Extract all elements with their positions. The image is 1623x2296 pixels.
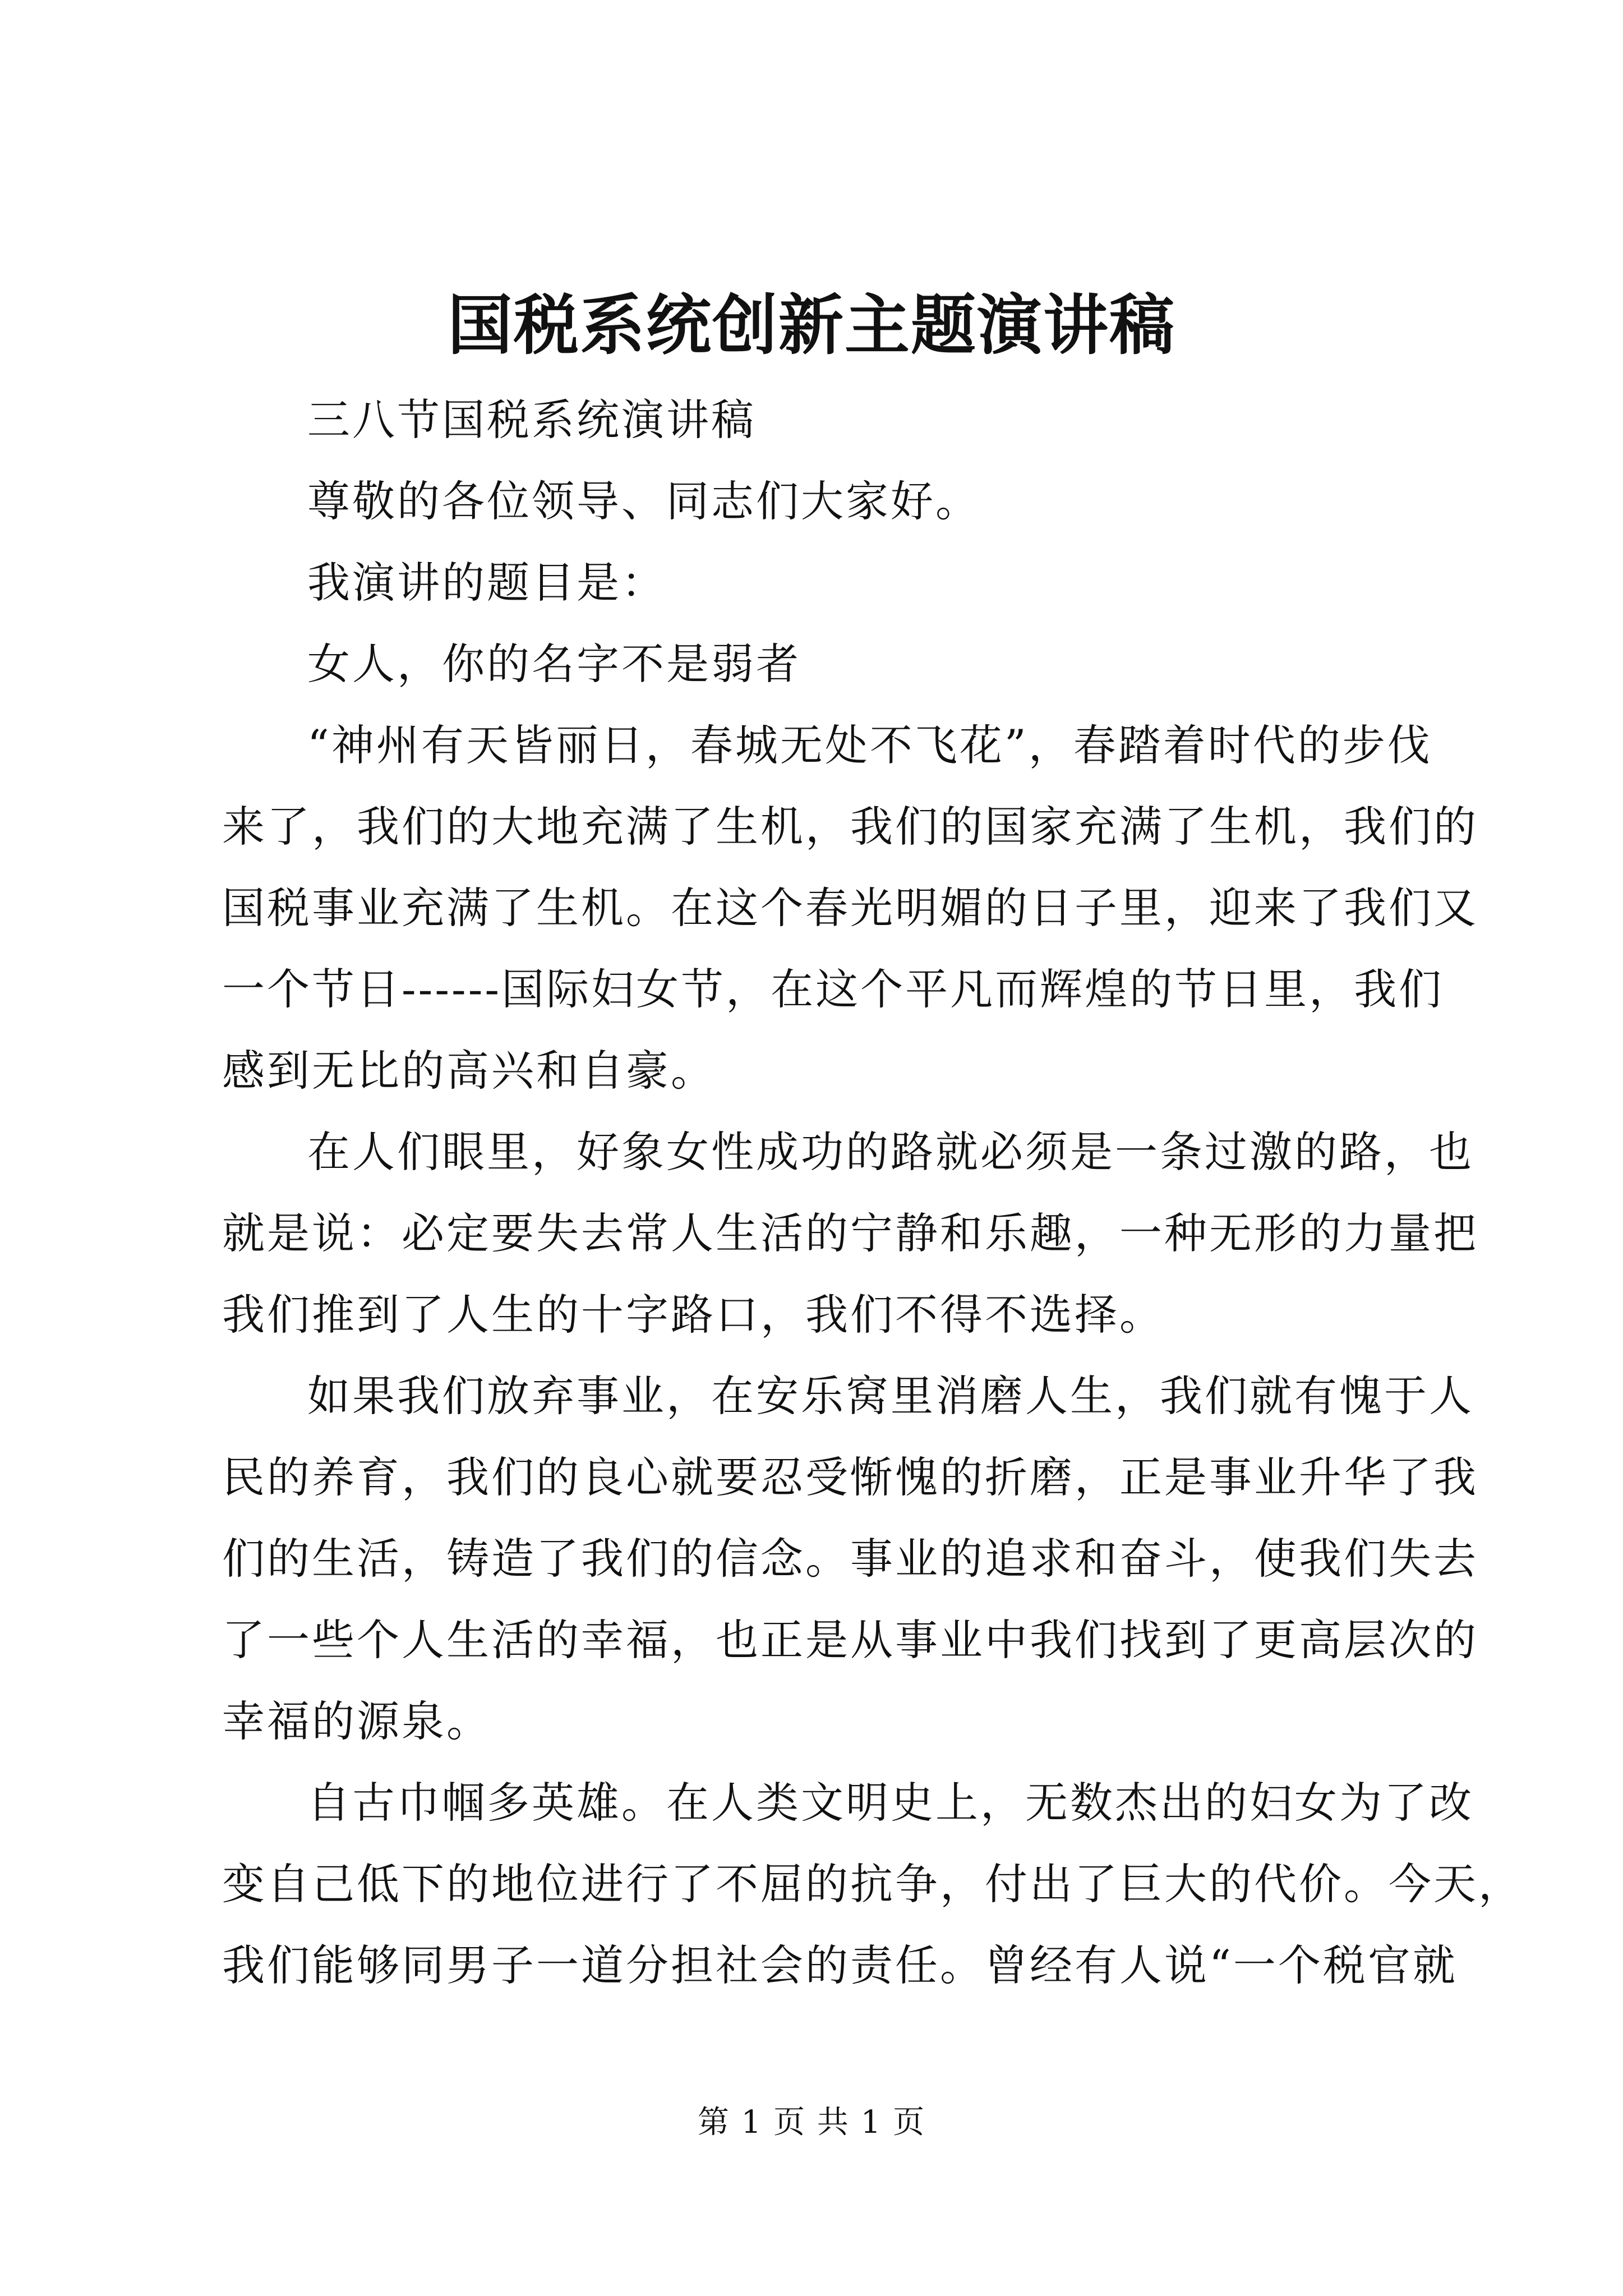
body-text-line: 国税事业充满了生机。在这个春光明媚的日子里，迎来了我们又 xyxy=(222,883,1478,933)
body-text-line: 如果我们放弃事业，在安乐窝里消磨人生，我们就有愧于人 xyxy=(307,1371,1474,1421)
body-text-line: 我们推到了人生的十字路口，我们不得不选择。 xyxy=(222,1290,1164,1340)
body-text-line: 我们能够同男子一道分担社会的责任。曾经有人说“一个税官就 xyxy=(222,1940,1458,1990)
body-text-line: 一个节日------国际妇女节，在这个平凡而辉煌的节日里，我们 xyxy=(222,964,1444,1014)
body-text-line: 们的生活，铸造了我们的信念。事业的追求和奋斗，使我们失去 xyxy=(222,1534,1478,1584)
document-title: 国税系统创新主题演讲稿 xyxy=(448,287,1175,364)
document-body xyxy=(222,379,1523,2006)
body-text-line: “神州有天皆丽日，春城无处不飞花”，春踏着时代的步伐 xyxy=(307,720,1432,770)
page-footer: 第 1 页 共 1 页 xyxy=(697,2104,926,2141)
body-text-line: 就是说：必定要失去常人生活的宁静和乐趣，一种无形的力量把 xyxy=(222,1208,1478,1258)
body-text-line: 变自己低下的地位进行了不屈的抗争，付出了巨大的代价。今天， xyxy=(222,1859,1523,1909)
body-text-line: 我演讲的题目是： xyxy=(307,558,666,608)
body-text-line: 感到无比的高兴和自豪。 xyxy=(222,1046,716,1096)
body-text-line: 民的养育，我们的良心就要忍受惭愧的折磨，正是事业升华了我 xyxy=(222,1452,1478,1502)
body-text-line: 尊敬的各位领导、同志们大家好。 xyxy=(307,476,980,526)
body-text-line: 在人们眼里，好象女性成功的路就必须是一条过激的路，也 xyxy=(307,1127,1474,1177)
body-text-line: 来了，我们的大地充满了生机，我们的国家充满了生机，我们的 xyxy=(222,802,1478,852)
body-text-line: 女人，你的名字不是弱者 xyxy=(307,639,801,689)
body-text-line: 自古巾帼多英雄。在人类文明史上，无数杰出的妇女为了改 xyxy=(307,1778,1474,1828)
body-text-line: 了一些个人生活的幸福，也正是从事业中我们找到了更高层次的 xyxy=(222,1615,1478,1665)
body-text-line: 幸福的源泉。 xyxy=(222,1696,491,1746)
body-text-line: 三八节国税系统演讲稿 xyxy=(307,395,756,445)
